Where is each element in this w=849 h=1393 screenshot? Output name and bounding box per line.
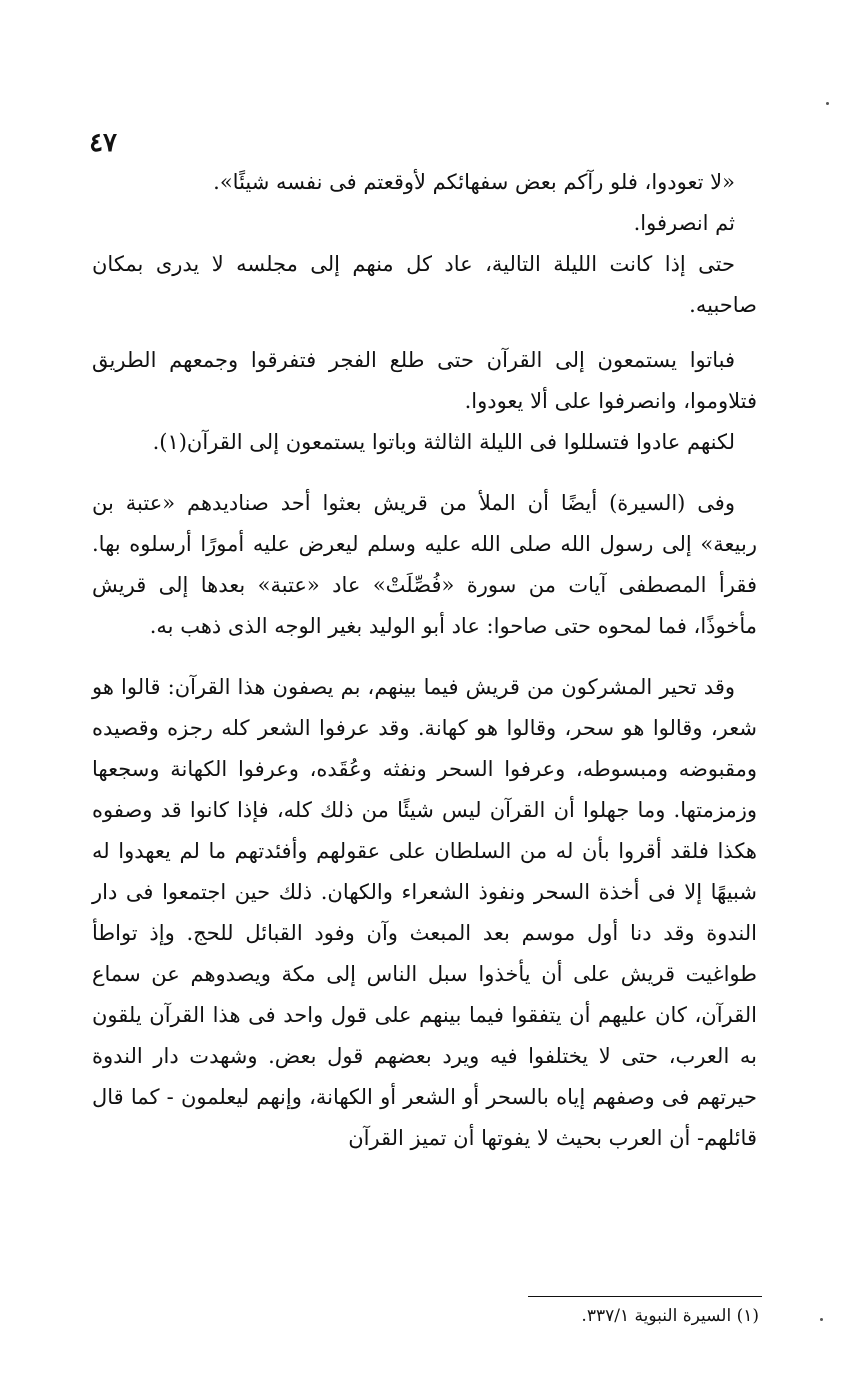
- footnote: (١) السيرة النبوية ٣٣٧/١.: [581, 1306, 759, 1326]
- page-number: ٤٧: [89, 128, 117, 158]
- paragraph-4: فباتوا يستمعون إلى القرآن حتى طلع الفجر فتفرقوا وجمعهم الطريق فتلاوموا، وانصرفوا على ألا يعودوا.: [92, 348, 757, 413]
- paragraph-7: وقد تحير المشركون من قريش فيما بينهم، بم يصفون هذا القرآن: قالوا هو شعر، وقالوا هو سحر، وقالوا هو كهانة. وقد عرفوا الشعر كله رجزه وقصيده ومقبوضه ومبسوطه، وعرفوا السحر ونفثه وعُقَده، وعرفوا الكهانة وسجعها وزمزمتها. وما جهلوا أن القرآن ليس شيئًا من ذلك كله، فإذا كانوا قد وصفوه هكذا فلقد أقروا بأن له من السلطان على عقولهم وأفئدتهم ما لم يعهدوا له شبيهًا إلا فى أخذة السحر ونفوذ الشعراء والكهان. ذلك حين اجتمعوا فى دار الندوة وقد دنا أول موسم بعد المبعث وآن وفود القبائل للحج. وإذ تواطأ طواغيت قريش على أن يأخذوا سبل الناس إلى مكة ويصدوهم عن سماع القرآن، كان عليهم أن يتفقوا فيما بينهم على قول واحد فى هذا القرآن يلقون به العرب، حتى لا يختلفوا فيه ويرد بعضهم قول بعض. وشهدت دار الندوة حيرتهم فى وصفهم إياه بالسحر أو الشعر أو الكهانة، وإنهم ليعلمون - كما قال قائلهم- أن العرب بحيث لا يفوتها أن تميز القرآن: [92, 675, 757, 1150]
- paragraph-3: حتى إذا كانت الليلة التالية، عاد كل منهم إلى مجلسه لا يدرى بمكان صاحبيه.: [92, 252, 757, 317]
- scan-speck: [826, 102, 829, 105]
- footnote-divider: [528, 1296, 762, 1297]
- paragraph-2: ثم انصرفوا.: [633, 211, 735, 235]
- paragraph-6: وفى (السيرة) أيضًا أن الملأ من قريش بعثوا أحد صناديدهم «عتبة بن ربيعة» إلى رسول الله صلى الله عليه وسلم ليعرض عليه أمورًا أرسلوه بها. فقرأ المصطفى آيات من سورة «فُصِّلَتْ» عاد «عتبة» بعدها إلى قريش مأخوذًا، فما لمحوه حتى صاحوا: عاد أبو الوليد بغير الوجه الذى ذهب به.: [92, 491, 757, 638]
- body-text: [92, 162, 757, 1159]
- scan-speck: [820, 1318, 823, 1321]
- paragraph-5: لكنهم عادوا فتسللوا فى الليلة الثالثة وباتوا يستمعون إلى القرآن(١).: [152, 430, 735, 454]
- paragraph-1: «لا تعودوا، فلو رآكم بعض سفهائكم لأوقعتم فى نفسه شيئًا».: [213, 170, 735, 194]
